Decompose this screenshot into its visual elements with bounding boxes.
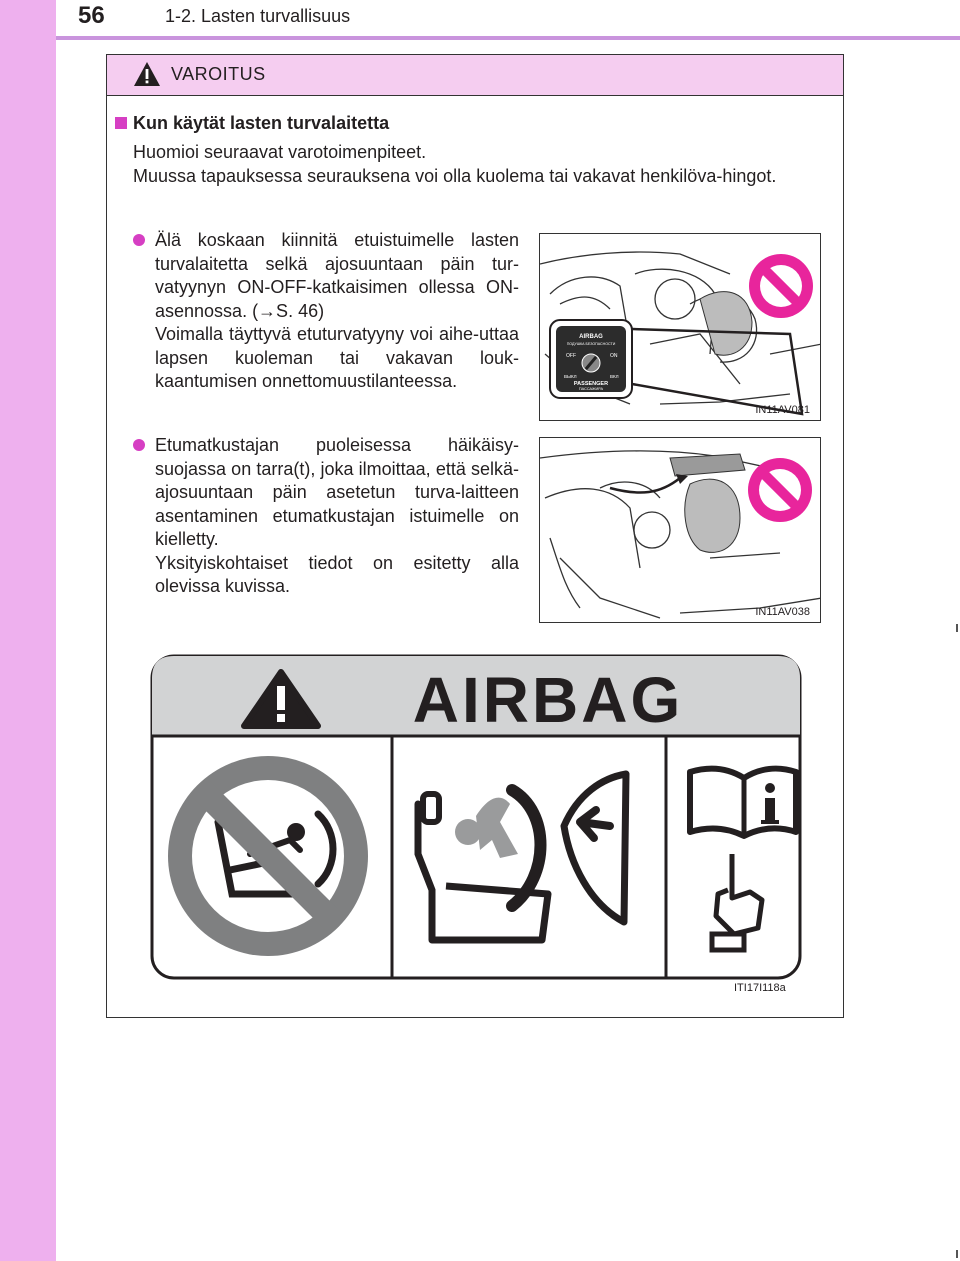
page-edge-mark xyxy=(956,624,958,632)
switch-on-label: ON xyxy=(610,353,618,359)
switch-passenger-label: PASSENGER xyxy=(573,381,609,387)
bullet-item xyxy=(133,229,519,394)
heading-square-icon xyxy=(115,117,127,129)
image-code: IN11AV038 xyxy=(755,606,810,618)
bullet-text: Etumatkustajan puoleisessa häikäisy-suojassa on tarra(t), joka ilmoittaa, että selkä- ajosuuntaan päin asetetun turva-laitteen asentaminen etumatkustajan istuimelle on kielletty. xyxy=(155,435,519,549)
header-rule xyxy=(56,36,960,40)
bullet-dot-icon xyxy=(133,439,145,451)
warning-label: VAROITUS xyxy=(171,64,266,84)
intro-line-2: Muussa tapauksessa seurauksena voi olla kuolema tai vakavat henkilöva-hingot. xyxy=(133,166,777,186)
bullet-dot-icon xyxy=(133,234,145,246)
page-number: 56 xyxy=(78,2,105,29)
bullet-item xyxy=(133,434,519,599)
car-interior-illustration-1 xyxy=(539,233,821,421)
car-interior-illustration-2 xyxy=(539,437,821,623)
intro-line-1: Huomioi seuraavat varotoimenpiteet. xyxy=(133,142,427,162)
bullet-text: Voimalla täyttyvä etuturvatyyny voi aihe-uttaa lapsen kuoleman tai vakavan louk-kaantumisen onnettomuustilanteessa. xyxy=(155,324,519,391)
section-heading: Kun käytät lasten turvalaitetta xyxy=(115,113,389,134)
prohibition-icon xyxy=(748,458,812,522)
image-code: ITI17I118a xyxy=(734,982,786,994)
switch-passenger-ru-label: ПАССАЖИРА xyxy=(578,387,604,391)
airbag-warning-label xyxy=(150,654,802,980)
no-rear-facing-seat-icon xyxy=(168,756,368,956)
sun-visor-label-illustration xyxy=(540,438,821,623)
switch-off-ru-label: ВЫКЛ xyxy=(564,374,577,379)
image-code: IN11AV081 xyxy=(755,404,810,416)
page-side-band xyxy=(0,0,56,1261)
page-edge-mark xyxy=(956,1250,958,1258)
bullet-text: Älä koskaan kiinnitä etuistuimelle lasten turvalaitetta selkä ajosuuntaan päin tur-vatyynyn ON-OFF-katkaisimen ollessa ON-asennossa. (→S. 46) xyxy=(155,230,519,321)
bullet-text: Yksityiskohtaiset tiedot on esitetty alla olevissa kuvissa. xyxy=(155,552,519,596)
warning-header xyxy=(107,55,843,96)
section-title: 1-2. Lasten turvallisuus xyxy=(165,6,351,26)
switch-title-ru: ПОДУШКА БЕЗОПАСНОСТИ xyxy=(566,342,616,346)
airbag-title: AIRBAG xyxy=(412,664,684,736)
prohibition-icon xyxy=(749,254,813,318)
switch-title: AIRBAG xyxy=(579,334,603,340)
warning-triangle-icon xyxy=(132,60,162,88)
switch-on-ru-label: ВКЛ xyxy=(610,374,619,379)
switch-off-label: OFF xyxy=(566,353,576,359)
rear-facing-seat-illustration xyxy=(540,234,821,421)
